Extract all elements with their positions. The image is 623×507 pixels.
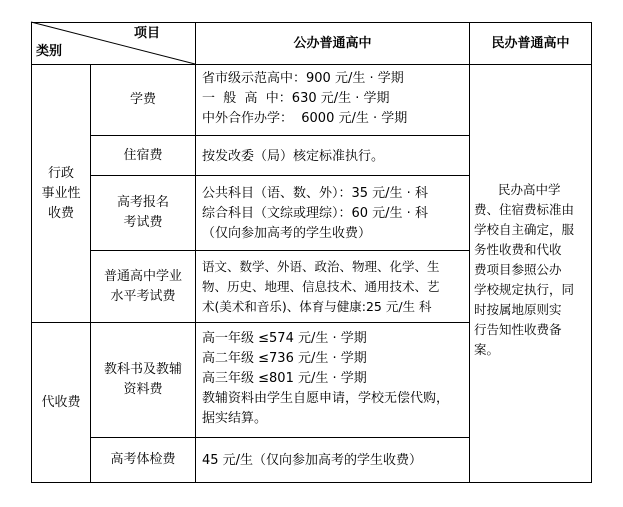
gaokao-exam-name-line: 高考报名 — [116, 195, 169, 210]
private-note-line: 案。 — [474, 342, 500, 357]
tuition-line: 中外合作办学： 6000 元/生 · 学期 — [202, 111, 408, 126]
row-gaokao-exam-name — [91, 176, 195, 250]
private-note-line: 费、住宿费标准由 — [474, 202, 575, 217]
proficiency-exam-name-line: 水平考试费 — [110, 288, 176, 304]
textbooks-line: 据实结算。 — [202, 411, 268, 426]
row-proficiency-exam-content — [196, 255, 469, 321]
physical-exam-line: 45 元/生（仅向参加高考的学生收费） — [202, 453, 423, 468]
textbooks-name-line: 教科书及教辅 — [103, 362, 182, 377]
textbooks-line: 高二年级 ≤736 元/生 · 学期 — [202, 351, 367, 366]
textbooks-line: 教辅资料由学生自愿申请，学校无偿代购， — [202, 391, 450, 406]
group-collect-fee: 代收费 — [41, 394, 81, 410]
gaokao-exam-line: 公共科目（语、数、外）：35 元/生 · 科 — [202, 186, 428, 201]
proficiency-exam-name-line: 普通高中学业 — [103, 268, 182, 284]
row-gaokao-exam-content — [196, 182, 469, 250]
row-proficiency-exam-name — [91, 251, 195, 322]
textbooks-line: 高一年级 ≤574 元/生 · 学期 — [202, 331, 367, 346]
header-category-label: 类别 — [36, 44, 63, 59]
private-note-line: 费项目参照公办 — [474, 262, 562, 277]
gaokao-exam-line: （仅向参加高考的学生收费） — [202, 226, 372, 241]
private-note-line: 学校自主确定，服 — [474, 222, 575, 237]
row-physical-exam-name: 高考体检费 — [110, 452, 176, 467]
header-private-label: 民办普通高中 — [491, 35, 570, 51]
private-note — [470, 180, 591, 370]
group-admin-fee-line: 事业性 — [41, 185, 81, 201]
group-admin-fee-line: 行政 — [47, 165, 74, 181]
tuition-line: 一 般 高 中：630 元/生 · 学期 — [202, 91, 390, 106]
lodging-line: 按发改委（局）核定标准执行。 — [202, 149, 385, 164]
row-textbooks-content — [196, 327, 469, 437]
row-tuition-name: 学费 — [129, 92, 156, 107]
private-note-line: 时按属地原则实 — [474, 302, 562, 317]
private-note-line: 行告知性收费备 — [474, 322, 562, 337]
row-textbooks-name — [91, 323, 195, 437]
gaokao-exam-name-line: 考试费 — [123, 215, 163, 230]
gaokao-exam-line: 综合科目（文综或理综）：60 元/生 · 科 — [202, 206, 428, 221]
row-lodging-content — [196, 145, 469, 175]
proficiency-exam-line: 术(美术和音乐)、体育与健康:25 元/生 科 — [202, 299, 432, 314]
private-note-line: 学校规定执行，同 — [474, 282, 575, 297]
row-tuition-content — [196, 67, 469, 135]
row-lodging-name: 住宿费 — [123, 147, 163, 163]
proficiency-exam-line: 语文、数学、外语、政治、物理、化学、生 — [202, 259, 440, 274]
row-physical-exam-content — [196, 449, 469, 482]
proficiency-exam-line: 物、历史、地理、信息技术、通用技术、艺 — [202, 279, 440, 294]
private-note-line: 务性收费和代收 — [474, 242, 562, 257]
group-admin-fee-line: 收费 — [47, 205, 74, 221]
textbooks-line: 高三年级 ≤801 元/生 · 学期 — [202, 371, 367, 386]
header-public-label: 公办普通高中 — [293, 35, 372, 51]
private-note-line: 民办高中学 — [498, 182, 561, 197]
textbooks-name-line: 资料费 — [123, 382, 163, 397]
tuition-line: 省市级示范高中：900 元/生 · 学期 — [202, 71, 404, 86]
group-admin-fee — [32, 65, 90, 322]
header-item-label: 项目 — [133, 26, 160, 41]
